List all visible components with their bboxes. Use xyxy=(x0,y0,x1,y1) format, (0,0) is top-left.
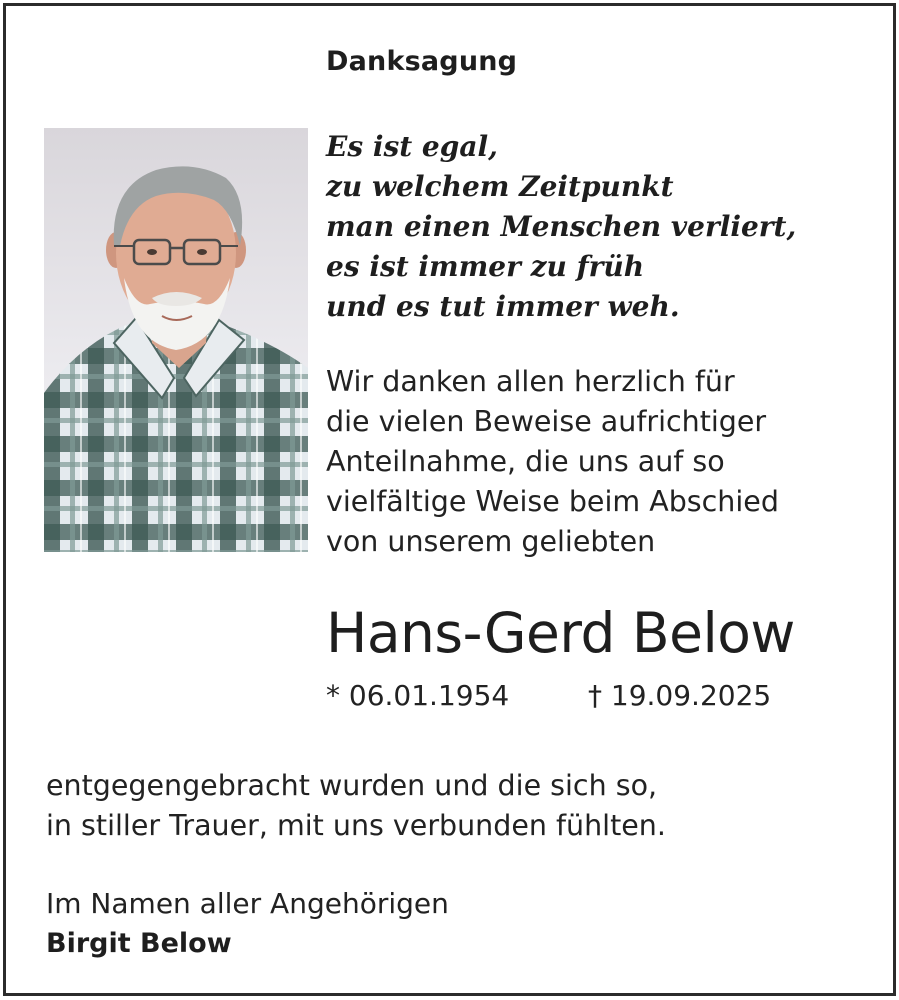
portrait-photo xyxy=(44,128,308,552)
birth-date: * 06.01.1954 xyxy=(326,679,510,712)
notice-heading: Danksagung xyxy=(326,46,518,77)
closing-line: entgegengebracht wurden und die sich so, xyxy=(46,769,658,802)
signoff-text: Im Namen aller Angehörigen xyxy=(46,887,449,920)
memorial-quote xyxy=(326,127,846,327)
closing-line: in stiller Trauer, mit uns verbunden fühlten. xyxy=(46,809,666,842)
quote-line: zu welchem Zeitpunkt xyxy=(326,170,674,203)
thanks-line: von unserem geliebten xyxy=(326,525,656,558)
thanks-line: Wir danken allen herzlich für xyxy=(326,365,735,398)
thanks-paragraph xyxy=(326,362,866,562)
quote-line: es ist immer zu früh xyxy=(326,250,645,283)
thanks-line: vielfältige Weise beim Abschied xyxy=(326,485,779,518)
quote-line: Es ist egal, xyxy=(326,130,498,163)
quote-line: man einen Menschen verliert, xyxy=(326,210,797,243)
thanks-line: die vielen Beweise aufrichtiger xyxy=(326,405,767,438)
death-date: † 19.09.2025 xyxy=(588,679,772,712)
signer-name: Birgit Below xyxy=(46,928,232,959)
quote-line: und es tut immer weh. xyxy=(326,290,680,323)
closing-paragraph xyxy=(46,766,866,846)
thanks-line: Anteilnahme, die uns auf so xyxy=(326,445,725,478)
deceased-name: Hans-Gerd Below xyxy=(326,601,795,665)
